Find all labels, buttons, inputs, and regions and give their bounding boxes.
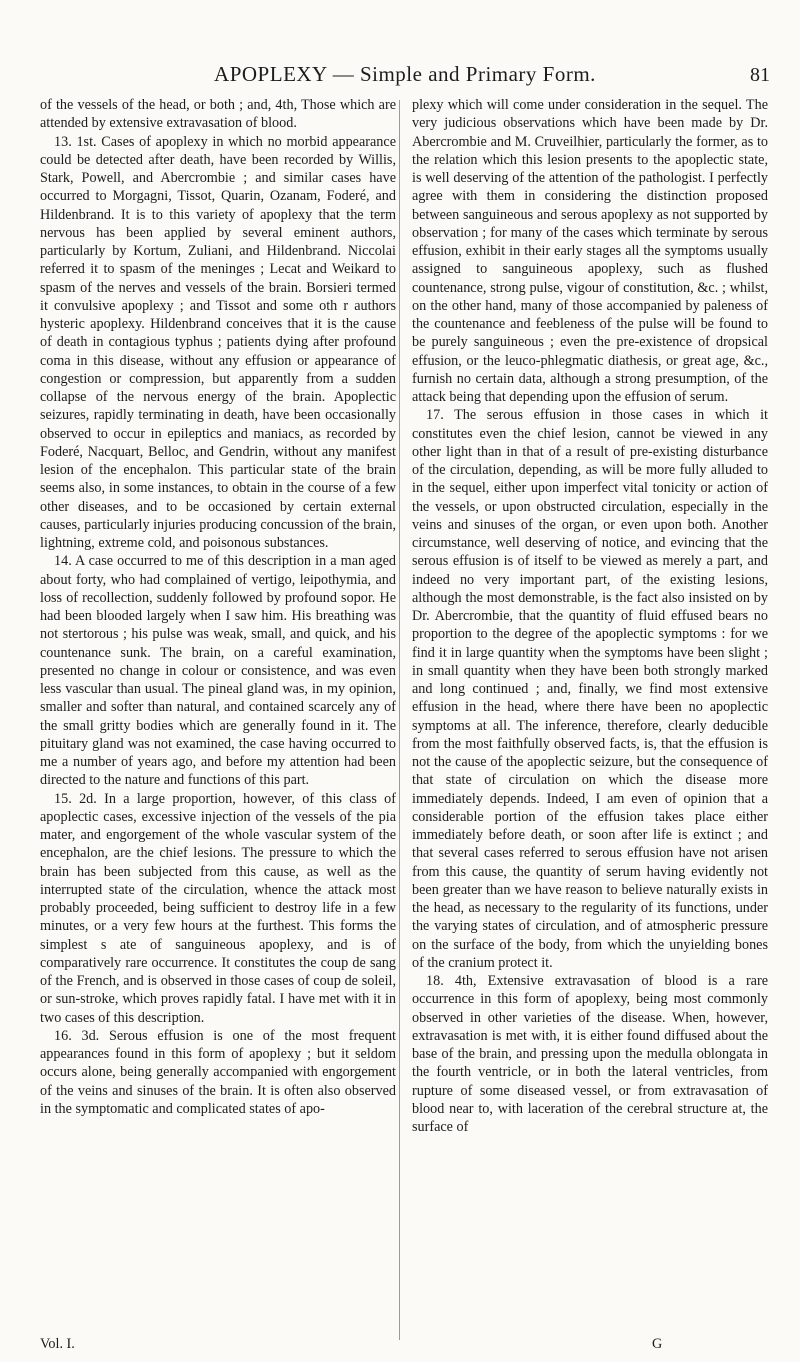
paragraph: 13. 1st. Cases of apoplexy in which no morbid appearance could be detected after death, have been recorded by Willis, Stark, Powell, and Abercrombie ; and similar cases have occurred to Morgagni, Tissot, Quarin, Ozanam, Foderé, and Hildenbrand. It is to this variety of apoplexy that the term nervous has been applied by several eminent authors, particularly by Kortum, Zuliani, and Hildenbrand. Niccolai referred it to spasm of the meninges ; Lecat and Weikard to spasm of the nerves and vessels of the brain. Borsieri termed it convulsive apoplexy ; and Tissot and some oth r authors hysteric apoplexy. Hildenbrand conceives that it is the cause of death in contagious typhus ; patients dying after profound coma in this disease, without any effusion or appearance of congestion or compression, but apparently from a sudden collapse of the nervous energy of the brain. Apoplectic seizures, rapidly terminating in death, have been occasionally observed to occur in epileptics and maniacs, as recorded by Foderé, Nacquart, Belloc, and Gendrin, without any manifest lesion of the encephalon. This particular state of the brain seems also, in some instances, to obtain in the course of a few other diseases, and to be occasioned by certain external causes, particularly injuries producing concussion of the brain, lightning, extreme cold, and poisonous substances. <box>40 133 396 551</box>
volume-label: Vol. I. <box>40 1336 75 1352</box>
paragraph: 16. 3d. Serous effusion is one of the most frequent appearances found in this form of apoplexy ; but it seldom occurs alone, being generally accompanied with engorgement of the veins and sinuses of the brain. It is often also observed in the symptomatic and complicated states of apo- <box>40 1027 396 1117</box>
page-number: 81 <box>750 64 770 86</box>
page-header <box>40 62 770 90</box>
paragraph: plexy which will come under consideration in the sequel. The very judicious observations which have been made by Dr. Abercrombie and M. Cruveilhier, particularly the former, as to the relation which this lesion presents to the apoplectic state, is well deserving of the attention of the pathologist. I perfectly agree with them in considering the distinction proposed between sanguineous and serous apoplexy as not supported by observation ; for many of the cases which terminate by serous effusion, exhibit in their early stages all the symptoms usually assigned to sanguineous apoplexy, such as flushed countenance, strong pulse, vigour of constitution, &c. ; whilst, on the other hand, many of those accompanied by paleness of the countenance and feebleness of the pulse will be found to be purely sanguineous ; even the pre-existence of dropsical effusion, or the leuco-phlegmatic diathesis, or great age, &c., furnish no certain data, although a strong presumption, of the attack being that depending upon the effusion of serum. <box>412 97 768 405</box>
signature-mark: G <box>652 1336 663 1352</box>
paragraph: 14. A case occurred to me of this description in a man aged about forty, who had complained of vertigo, leipothymia, and loss of recollection, suddenly followed by profound sopor. He had been blooded largely when I saw him. His breathing was not stertorous ; his pulse was weak, small, and quick, and his countenance sunk. The brain, on a careful examination, presented no change in colour or consistence, and was even less vascular than usual. The pineal gland was, in my opinion, smaller and softer than natural, and contained scarcely any of the small gritty bodies which are generally found in it. The pituitary gland was not examined, the case having occurred to me a number of years ago, and before my attention had been directed to the nature and functions of this part. <box>40 553 396 789</box>
right-column <box>412 96 768 1136</box>
column-divider <box>399 100 400 1340</box>
paragraph: 15. 2d. In a large proportion, however, of this class of apoplectic cases, excessive injection of the vessels of the pia mater, and engorgement of the whole vascular system of the encephalon, are the chief lesions. The pressure to which the brain has been subjected from this cause, as well as the interrupted state of the circulation, whence the attack most probably proceeded, being sufficient to destroy life in a few minutes, or a very few hours at the furthest. This forms the simplest s ate of sanguineous apoplexy, and is of comparatively rare occurrence. It constitutes the coup de sang of the French, and is observed in those cases of coup de soleil, or sun-stroke, which proves rapidly fatal. I have met with it in two cases of this description. <box>40 790 396 1026</box>
paragraph: 18. 4th, Extensive extravasation of blood is a rare occurrence in this form of apoplexy, being most commonly observed in other varieties of the disease. When, however, extravasation is met with, it is either found diffused about the base of the brain, and pressing upon the medulla oblongata in the fourth ventricle, or in both the lateral ventricles, from rupture of some diseased vessel, or from extravasation of blood near to, with laceration of the cerebral structure at, the surface of <box>412 973 768 1135</box>
left-column <box>40 96 396 1118</box>
page-footer <box>40 1336 800 1356</box>
running-title: APOPLEXY — Simple and Primary Form. <box>214 62 596 86</box>
paragraph: of the vessels of the head, or both ; and, 4th, Those which are attended by extensive extravasation of blood. <box>40 97 396 132</box>
paragraph: 17. The serous effusion in those cases in which it constitutes even the chief lesion, cannot be viewed in any other light than in that of a result of pre-existing disturbance of the circulation, depending, as will be more fully alluded to in the sequel, either upon imperfect vital tonicity or action of the vessels, or upon obstructed circulation, especially in the veins and sinuses of the organ, or even upon both. Another circumstance, well deserving of notice, and evincing that the serous effusion is of itself to be viewed as merely a part, and indeed no very important part, of the existing lesions, although the most demonstrable, is the fact also insisted on by Dr. Abercrombie, that the quantity of fluid effused bears no proportion to the degree of the apoplectic symptoms : for we find it in large quantity when the symptoms have been slight ; in small quantity when they have been both strongly marked and long continued ; and, finally, we find most extensive effusion in the head, where there have been no apoplectic symptoms at all. The inference, therefore, clearly deducible from the most faithfully observed facts, is, that the effusion is not the cause of the apoplectic seizure, but the consequence of that state of circulation on which the disease more immediately depends. Indeed, I am even of opinion that a considerable portion of the effusion takes place either immediately before death, or soon after life is extinct ; and that several cases referred to serous effusion have not arisen from this cause, the quantity of serum having evidently not been greater than we have reason to believe naturally exists in the head, as necessary to the regularity of its functions, under the varying states of circulation, and of atmospheric pressure on the surface of the body, from which the unyielding bones of the cranium protect it. <box>412 407 768 971</box>
